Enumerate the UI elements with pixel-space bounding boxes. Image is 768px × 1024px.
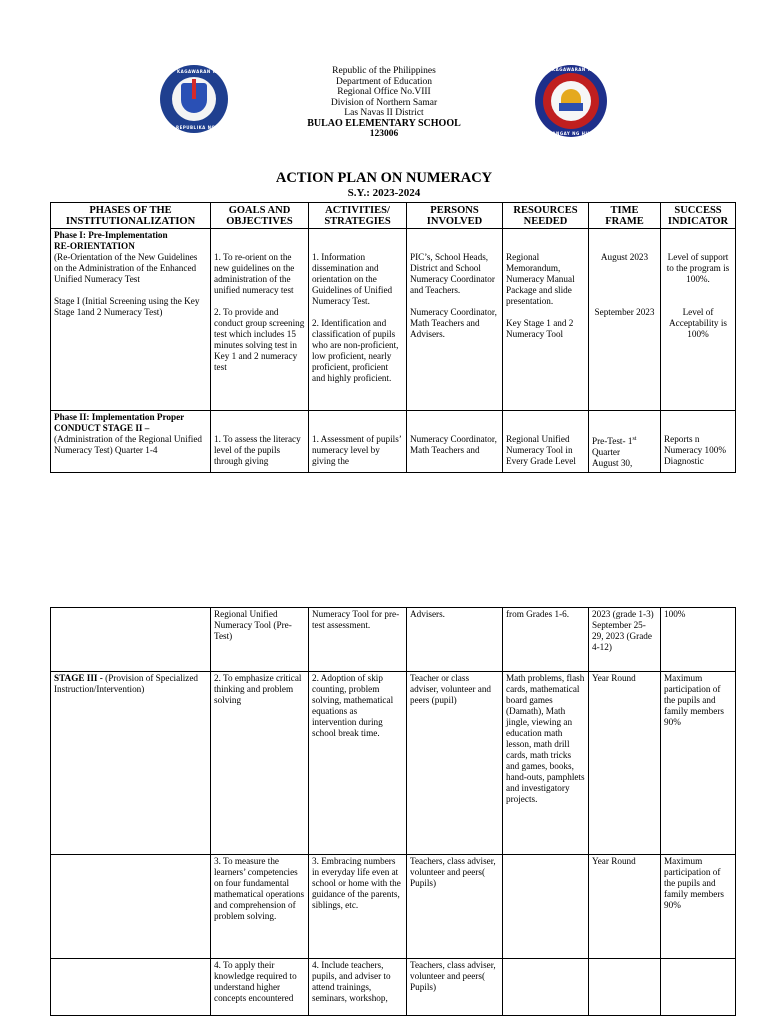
phase-cell (51, 855, 211, 959)
persons-item: Numeracy Coordinator, Math Teachers and (410, 434, 497, 455)
indicator-cell: 100% (661, 608, 736, 672)
activities-cell (309, 411, 407, 473)
column-header: ACTIVITIES/ STRATEGIES (309, 203, 407, 229)
activities-cell: 3. Embracing numbers in everyday life even at school or home with the guidance of the parents, siblings, etc. (309, 855, 407, 959)
document-title: ACTION PLAN ON NUMERACY (275, 170, 493, 186)
persons-item: PIC’s, School Heads, District and School Numeracy Coordinator and Teachers. (410, 252, 495, 295)
resources-item: Regional Memorandum, Numeracy Manual Package and slide presentation. (506, 252, 575, 306)
resources-cell: Math problems, flash cards, mathematical board games (Damath), Math jingle, viewing an education math lesson, math drill cards, math tricks and games, books, hand-outs, pamphlets and investigatory projects. (503, 672, 589, 855)
indicator-cell (661, 959, 736, 1016)
phase-title: Phase II: Implementation Proper (54, 412, 185, 422)
activities-cell: Numeracy Tool for pre-test assessment. (309, 608, 407, 672)
phase-cell (51, 608, 211, 672)
time-frame-cell (589, 959, 661, 1016)
school-name: BULAO ELEMENTARY SCHOOL (307, 117, 461, 129)
phase-cell (51, 229, 211, 411)
activities-cell (309, 229, 407, 411)
division-line: Division of Northern Samar (330, 97, 438, 108)
indicator-item: Level of support to the program is 100%. (666, 252, 730, 284)
time-item: August 2023 (600, 252, 649, 262)
table-row (51, 229, 736, 411)
action-plan-table-part1 (50, 202, 736, 473)
persons-cell: Teachers, class adviser, volunteer and peers( Pupils) (407, 855, 503, 959)
resources-item: Regional Unified Numeracy Tool in Every Grade Level (506, 434, 576, 466)
activities-cell: 4. Include teachers, pupils, and adviser to attend trainings, seminars, workshop, (309, 959, 407, 1016)
persons-cell (407, 411, 503, 473)
goals-cell: 3. To measure the learners’ competencies on four fundamental mathematical operations and comprehension of problem solving. (211, 855, 309, 959)
column-header: RESOURCES NEEDED (503, 203, 589, 229)
column-header: SUCCESS INDICATOR (661, 203, 736, 229)
school-year: S.Y.: 2023-2024 (347, 187, 421, 199)
district-line: Las Navas II District (344, 108, 424, 118)
persons-cell: Advisers. (407, 608, 503, 672)
time-frame-cell: Year Round (589, 855, 661, 959)
time-frame-cell: 2023 (grade 1-3) September 25-29, 2023 (Grade 4-12) (589, 608, 661, 672)
persons-item: Numeracy Coordinator, Math Teachers and Advisers. (410, 307, 497, 339)
persons-cell (407, 229, 503, 411)
goals-cell: Regional Unified Numeracy Tool (Pre-Test) (211, 608, 309, 672)
goal-item: 1. To assess the literacy level of the pupils through giving (214, 434, 301, 466)
time-item: Pre-Test- 1st (592, 436, 637, 447)
persons-cell: Teacher or class adviser, volunteer and peers (pupil) (407, 672, 503, 855)
goals-cell: 2. To emphasize critical thinking and problem solving (211, 672, 309, 855)
column-header: GOALS AND OBJECTIVES (211, 203, 309, 229)
time-frame-cell: Year Round (589, 672, 661, 855)
goal-item: 1. To re-orient on the new guidelines on the administration of the unified numeracy test (214, 252, 295, 295)
indicator-cell: Maximum participation of the pupils and family members 90% (661, 855, 736, 959)
goals-cell (211, 411, 309, 473)
activity-item: 1. Information dissemination and orientation on the Guidelines of Unified Numeracy Test. (312, 252, 393, 306)
resources-cell (503, 855, 589, 959)
document-page-1 (0, 0, 768, 475)
resources-cell (503, 959, 589, 1016)
table-row (51, 959, 736, 1016)
indicator-cell (661, 229, 736, 411)
stage-text: STAGE III - (Provision of Specialized Instruction/Intervention) (54, 673, 199, 694)
school-id: 123006 (369, 129, 399, 139)
stage-text: Stage I (Initial Screening using the Key Stage 1and 2 Numeracy Test) (54, 296, 200, 317)
time-frame-cell (589, 229, 661, 411)
division-seal-logo: KAGAWARAN NG EDUKASYON SANGAY NG HILAGANG SAMAR (535, 65, 607, 137)
deped-seal-logo: KAGAWARAN NG EDUKASYON REPUBLIKA NG PILIPINAS (160, 65, 228, 133)
department-line: Department of Education (335, 76, 433, 87)
resources-cell: from Grades 1-6. (503, 608, 589, 672)
activity-item: 1. Assessment of pupils’ numeracy level by giving the (312, 434, 402, 466)
phase-subtitle: RE-ORIENTATION (54, 241, 135, 251)
phase-cell (51, 672, 211, 855)
letterhead (284, 66, 484, 140)
phase-description: (Re-Orientation of the New Guidelines on the Administration of the Enhanced Unified Numeracy Test (54, 252, 198, 284)
column-header: PHASES OF THE INSTITUTIONALIZATION (51, 203, 211, 229)
phase-cell (51, 959, 211, 1016)
indicator-cell: Maximum participation of the pupils and family members 90% (661, 672, 736, 855)
indicator-item: Level of Acceptability is 100% (669, 307, 727, 339)
goals-cell (211, 229, 309, 411)
phase-cell (51, 411, 211, 473)
phase-description: (Administration of the Regional Unified Numeracy Test) Quarter 1-4 (54, 434, 202, 455)
resources-cell (503, 411, 589, 473)
table-row (51, 411, 736, 473)
column-header: TIME FRAME (589, 203, 661, 229)
region-line: Regional Office No.VIII (337, 87, 431, 97)
column-header: PERSONS INVOLVED (407, 203, 503, 229)
action-plan-table-part2 (50, 607, 736, 1016)
table-header-row (51, 203, 736, 229)
activity-item: 2. Identification and classification of pupils who are non-proficient, low proficient, nearly proficient, proficient and highly proficient. (312, 318, 399, 383)
time-frame-cell (589, 411, 661, 473)
resources-cell (503, 229, 589, 411)
resources-item: Key Stage 1 and 2 Numeracy Tool (506, 318, 574, 339)
indicator-cell (661, 411, 736, 473)
document-page-2 (0, 605, 768, 1024)
time-item: Quarter (592, 447, 621, 458)
table-row (51, 855, 736, 959)
phase-title: Phase I: Pre-Implementation (54, 230, 168, 240)
persons-cell: Teachers, class adviser, volunteer and peers( Pupils) (407, 959, 503, 1016)
phase-subtitle: CONDUCT STAGE II – (54, 423, 150, 433)
table-row (51, 672, 736, 855)
table-row (51, 608, 736, 672)
time-item: September 2023 (594, 307, 655, 317)
activities-cell: 2. Adoption of skip counting, problem solving, mathematical equations as intervention during school break time. (309, 672, 407, 855)
indicator-item: Reports n Numeracy 100% Diagnostic (664, 434, 726, 466)
goal-item: 2. To provide and conduct group screening test which includes 15 minutes solving test in Key 1 and 2 numeracy test (214, 307, 305, 372)
goals-cell: 4. To apply their knowledge required to understand higher concepts encountered (211, 959, 309, 1016)
time-item: August 30, (592, 458, 633, 469)
republic-line: Republic of the Philippines (332, 66, 436, 76)
